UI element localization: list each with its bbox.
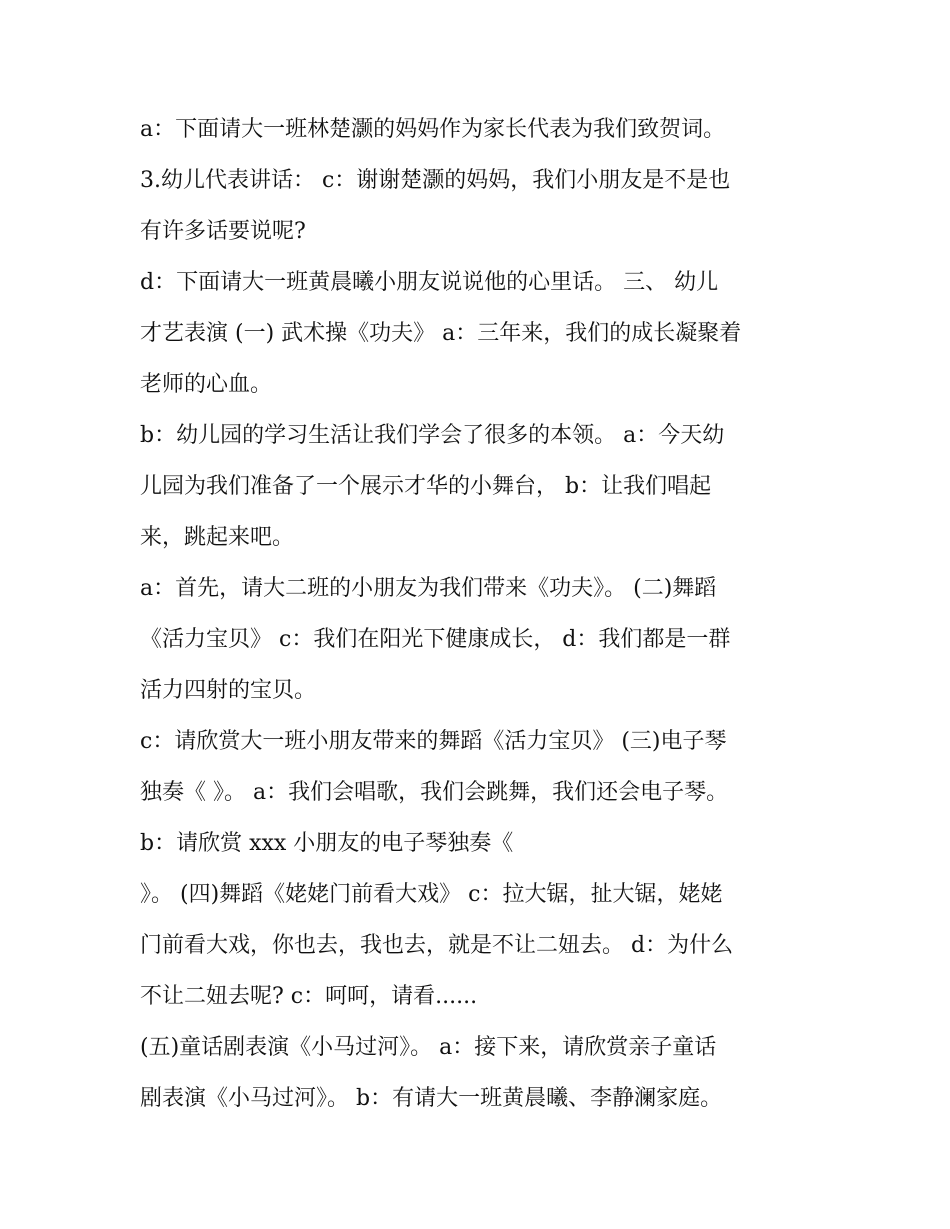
text-line: b：幼儿园的学习生活让我们学会了很多的本领。 a：今天幼 <box>140 423 725 448</box>
text-line: 才艺表演 (一) 武术操《功夫》 a：三年来，我们的成长凝聚着 <box>140 321 742 346</box>
text-line: b：请欣赏 xxx 小朋友的电子琴独奏《 <box>140 831 514 856</box>
text-line: 不让二妞去呢? c：呵呵，请看...... <box>140 984 478 1009</box>
text-line: 老师的心血。 <box>140 372 273 397</box>
text-line: (五)童话剧表演《小马过河》。 a：接下来，请欣赏亲子童话 <box>140 1035 717 1060</box>
text-line: d：下面请大一班黄晨曦小朋友说说他的心里话。 三、 幼儿 <box>140 270 719 295</box>
text-line: 活力四射的宝贝。 <box>140 678 317 703</box>
text-line: 儿园为我们准备了一个展示才华的小舞台， b：让我们唱起 <box>140 474 712 499</box>
document-body <box>140 104 830 1124</box>
text-line: 》。 (四)舞蹈《姥姥门前看大戏》 c：拉大锯，扯大锯，姥姥 <box>140 882 723 907</box>
text-line: 门前看大戏，你也去，我也去，就是不让二妞去。 d：为什么 <box>140 933 734 958</box>
text-line: 独奏《 》。 a：我们会唱歌，我们会跳舞，我们还会电子琴。 <box>140 780 729 805</box>
text-line: 来，跳起来吧。 <box>140 525 295 550</box>
text-line: 剧表演《小马过河》。 b：有请大一班黄晨曦、李静澜家庭。 <box>140 1086 723 1111</box>
text-line: a：首先，请大二班的小朋友为我们带来《功夫》。 (二)舞蹈 <box>140 576 717 601</box>
text-line: 有许多话要说呢? <box>140 219 306 244</box>
text-line: 3.幼儿代表讲话： c：谢谢楚灏的妈妈，我们小朋友是不是也 <box>140 168 731 193</box>
text-line: 《活力宝贝》 c：我们在阳光下健康成长， d：我们都是一群 <box>140 627 731 652</box>
text-line: a：下面请大一班林楚灏的妈妈作为家长代表为我们致贺词。 <box>140 117 726 142</box>
text-line: c：请欣赏大一班小朋友带来的舞蹈《活力宝贝》 (三)电子琴 <box>140 729 727 754</box>
